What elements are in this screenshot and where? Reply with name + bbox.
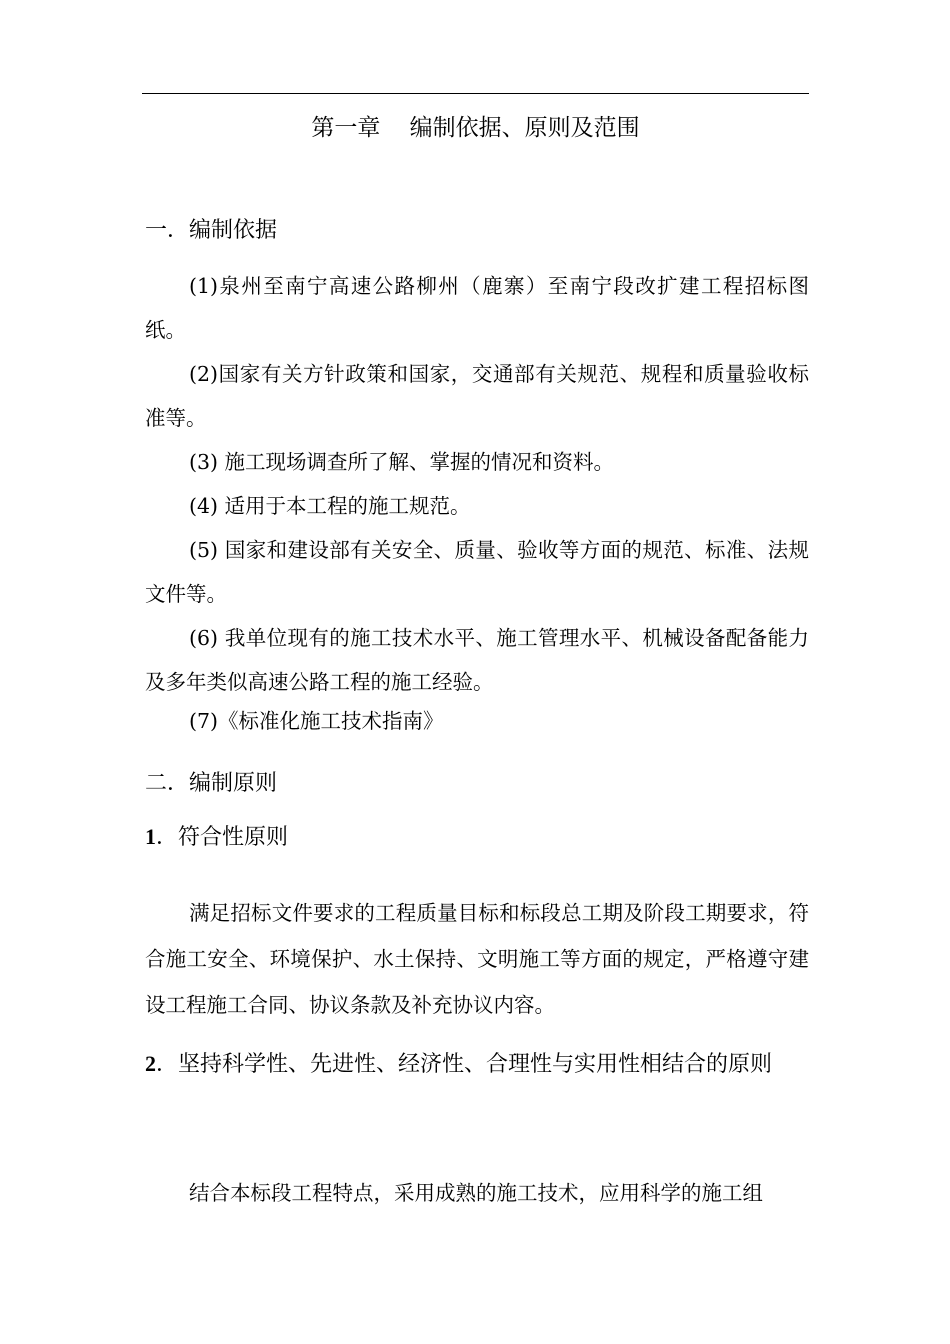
chapter-title: 第一章 编制依据、原则及范围 [311, 115, 640, 141]
basis-item-2: (2)国家有关方针政策和国家，交通部有关规范、规程和质量验收标准等。 [145, 362, 809, 430]
principle-2-body: 结合本标段工程特点，采用成熟的施工技术，应用科学的施工组 [189, 1181, 763, 1205]
principle-2-number: 2 [145, 1051, 156, 1076]
basis-item-4: (4) 适用于本工程的施工规范。 [189, 494, 471, 518]
basis-item-1: (1)泉州至南宁高速公路柳州（鹿寨）至南宁段改扩建工程招标图纸。 [145, 274, 809, 342]
principle-2-heading [145, 1041, 809, 1088]
section-heading-principles: 二．编制原则 [145, 771, 278, 796]
principle-1-number: 1 [145, 824, 156, 849]
principle-2-title: ．坚持科学性、先进性、经济性、合理性与实用性相结合的原则 [156, 1052, 773, 1077]
principle-1-body: 满足招标文件要求的工程质量目标和标段总工期及阶段工期要求，符合施工安全、环境保护、水土保持、文明施工等方面的规定，严格遵守建设工程施工合同、协议条款及补充协议内容。 [145, 901, 809, 1017]
basis-item-5: (5) 国家和建设部有关安全、质量、验收等方面的规范、标准、法规文件等。 [145, 538, 809, 606]
basis-item-7: (7)《标准化施工技术指南》 [189, 709, 444, 733]
principle-1-title: ．符合性原则 [156, 825, 289, 850]
section-heading-basis: 一．编制依据 [145, 218, 278, 243]
header-rule [142, 93, 809, 94]
basis-item-6: (6) 我单位现有的施工技术水平、施工管理水平、机械设备配备能力及多年类似高速公路工程的施工经验。 [145, 626, 809, 694]
basis-item-3: (3) 施工现场调查所了解、掌握的情况和资料。 [189, 450, 615, 474]
principle-1-heading [145, 814, 809, 861]
